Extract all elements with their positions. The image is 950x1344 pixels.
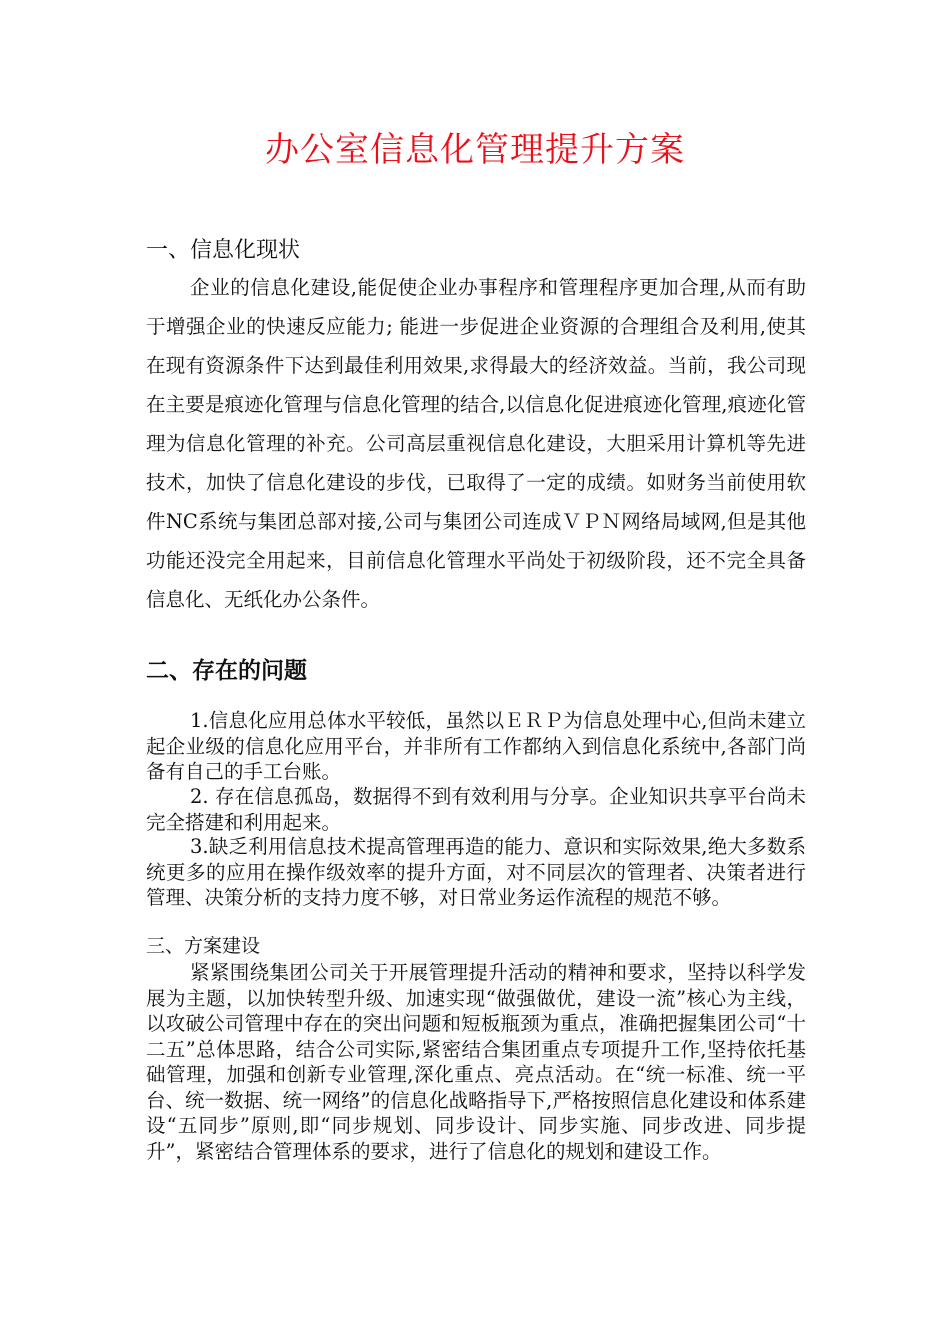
problem-item-2: 2. 存在信息孤岛，数据得不到有效利用与分享。企业知识共享平台尚未完全搭建和利用起来。 bbox=[146, 785, 806, 834]
section-2-heading: 二、存在的问题 bbox=[146, 657, 307, 684]
section-1-heading: 一、信息化现状 bbox=[146, 238, 301, 263]
problem-item-3: 3.缺乏利用信息技术提高管理再造的能力、意识和实际效果,绝大多数系统更多的应用在操作级效率的提升方面，对不同层次的管理者、决策者进行管理、决策分析的支持力度不够，对日常业务运作流程的规范不够。 bbox=[146, 835, 806, 909]
problem-item-1: 1.信息化应用总体水平较低，虽然以ＥＲＰ为信息处理中心,但尚未建立起企业级的信息化应用平台，并非所有工作都纳入到信息化系统中,各部门尚备有自己的手工台账。 bbox=[146, 709, 806, 783]
section-3-paragraph: 紧紧围绕集团公司关于开展管理提升活动的精神和要求，坚持以科学发展为主题，以加快转型升级、加速实现“做强做优，建设一流”核心为主线，以攻破公司管理中存在的突出问题和短板瓶颈为重点，准确把握集团公司“十二五”总体思路，结合公司实际,紧密结合集团重点专项提升工作,坚持依托基础管理，加强和创新专业管理,深化重点、亮点活动。在“统一标准、统一平台、统一数据、统一网络”的信息化战略指导下,严格按照信息化建设和体系建设“五同步”原则,即“同步规划、同步设计、同步实施、同步改进、同步提升”，紧密结合管理体系的要求，进行了信息化的规划和建设工作。 bbox=[146, 961, 806, 1163]
section-1-paragraph: 企业的信息化建设,能促使企业办事程序和管理程序更加合理,从而有助于增强企业的快速反应能力; 能进一步促进企业资源的合理组合及利用,使其在现有资源条件下达到最佳利用效果,求得最大的经济效益。当前，我公司现在主要是痕迹化管理与信息化管理的结合,以信息化促进痕迹化管理,痕迹化管理为信息化管理的补充。公司高层重视信息化建设，大胆采用计算机等先进技术，加快了信息化建设的步伐，已取得了一定的成绩。如财务当前使用软件NC系统与集团总部对接,公司与集团公司连成ＶＰＮ网络局域网,但是其他功能还没完全用起来，目前信息化管理水平尚处于初级阶段，还不完全具备信息化、无纸化办公条件。 bbox=[146, 276, 806, 611]
section-3-heading: 三、方案建设 bbox=[146, 935, 261, 957]
document-title: 办公室信息化管理提升方案 bbox=[265, 130, 685, 170]
